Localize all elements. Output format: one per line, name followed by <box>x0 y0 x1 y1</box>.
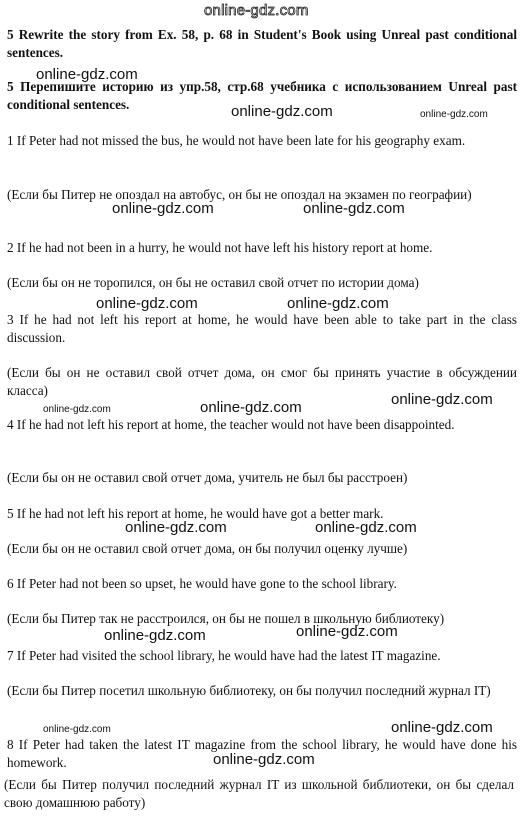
watermark: online-gdz.com <box>213 751 315 768</box>
watermark: online-gdz.com <box>391 719 493 736</box>
watermark: online-gdz.com <box>315 519 417 536</box>
watermark: online-gdz.com <box>303 200 405 217</box>
watermark: online-gdz.com <box>287 295 389 312</box>
sentence-russian-2: (Если бы он не торопился, он бы не оставил свой отчет по истории дома) <box>7 275 419 290</box>
watermark: online-gdz.com <box>125 519 227 536</box>
sentence-english-1: 1 If Peter had not missed the bus, he would not have been late for his geography exam. <box>7 133 466 148</box>
watermark: online-gdz.com <box>96 295 198 312</box>
watermark-top: online-gdz.com <box>204 2 309 19</box>
sentence-russian-8: (Если бы Питер получил последний журнал IT из школьной библиотеки, он бы сделал свою домашнюю работу) <box>4 777 514 810</box>
watermark: online-gdz.com <box>43 724 111 735</box>
watermark: online-gdz.com <box>391 391 493 408</box>
sentence-english-7: 7 If Peter had visited the school library, he would have had the latest IT magazine. <box>7 648 441 663</box>
sentence-english-5: 5 If he had not left his report at home, he would have got a better mark. <box>7 506 384 521</box>
sentence-russian-1: (Если бы Питер не опоздал на автобус, он бы не опоздал на экзамен по географии) <box>7 187 472 202</box>
sentence-english-8: 8 If Peter had taken the latest IT magazine from the school library, he would have done his homework. <box>7 737 517 770</box>
watermark: online-gdz.com <box>296 623 398 640</box>
watermark: online-gdz.com <box>112 200 214 217</box>
sentence-russian-5: (Если бы он не оставил свой отчет дома, он бы получил оценку лучше) <box>7 541 408 556</box>
sentence-russian-4: (Если бы он не оставил свой отчет дома, учитель не был бы расстроен) <box>7 470 408 485</box>
watermark: online-gdz.com <box>200 399 302 416</box>
heading-russian: 5 Перепишите историю из упр.58, стр.68 учебника с использованием Unreal past conditional sentences. <box>7 79 517 112</box>
sentence-english-3: 3 If he had not left his report at home, he would have been able to take part in the class discussion. <box>7 312 517 345</box>
sentence-russian-3: (Если бы он не оставил свой отчет дома, он смог бы принять участие в обсуждении класса) <box>7 365 517 398</box>
sentence-english-2: 2 If he had not been in a hurry, he would not have left his history report at home. <box>7 240 433 255</box>
watermark: online-gdz.com <box>43 404 111 415</box>
sentence-english-4: 4 If he had not left his report at home, the teacher would not have been disappointed. <box>7 417 455 432</box>
watermark: online-gdz.com <box>36 66 138 83</box>
sentence-english-6: 6 If Peter had not been so upset, he would have gone to the school library. <box>7 576 397 591</box>
watermark: online-gdz.com <box>420 109 488 120</box>
sentence-russian-7: (Если бы Питер посетил школьную библиотеку, он бы получил последний журнал IT) <box>7 683 491 698</box>
sentence-russian-6: (Если бы Питер так не расстроился, он бы не пошел в школьную библиотеку) <box>7 611 445 626</box>
heading-english: 5 Rewrite the story from Ex. 58, p. 68 in Student's Book using Unreal past conditional sentences. <box>7 27 517 60</box>
watermark: online-gdz.com <box>104 627 206 644</box>
watermark: online-gdz.com <box>231 103 333 120</box>
